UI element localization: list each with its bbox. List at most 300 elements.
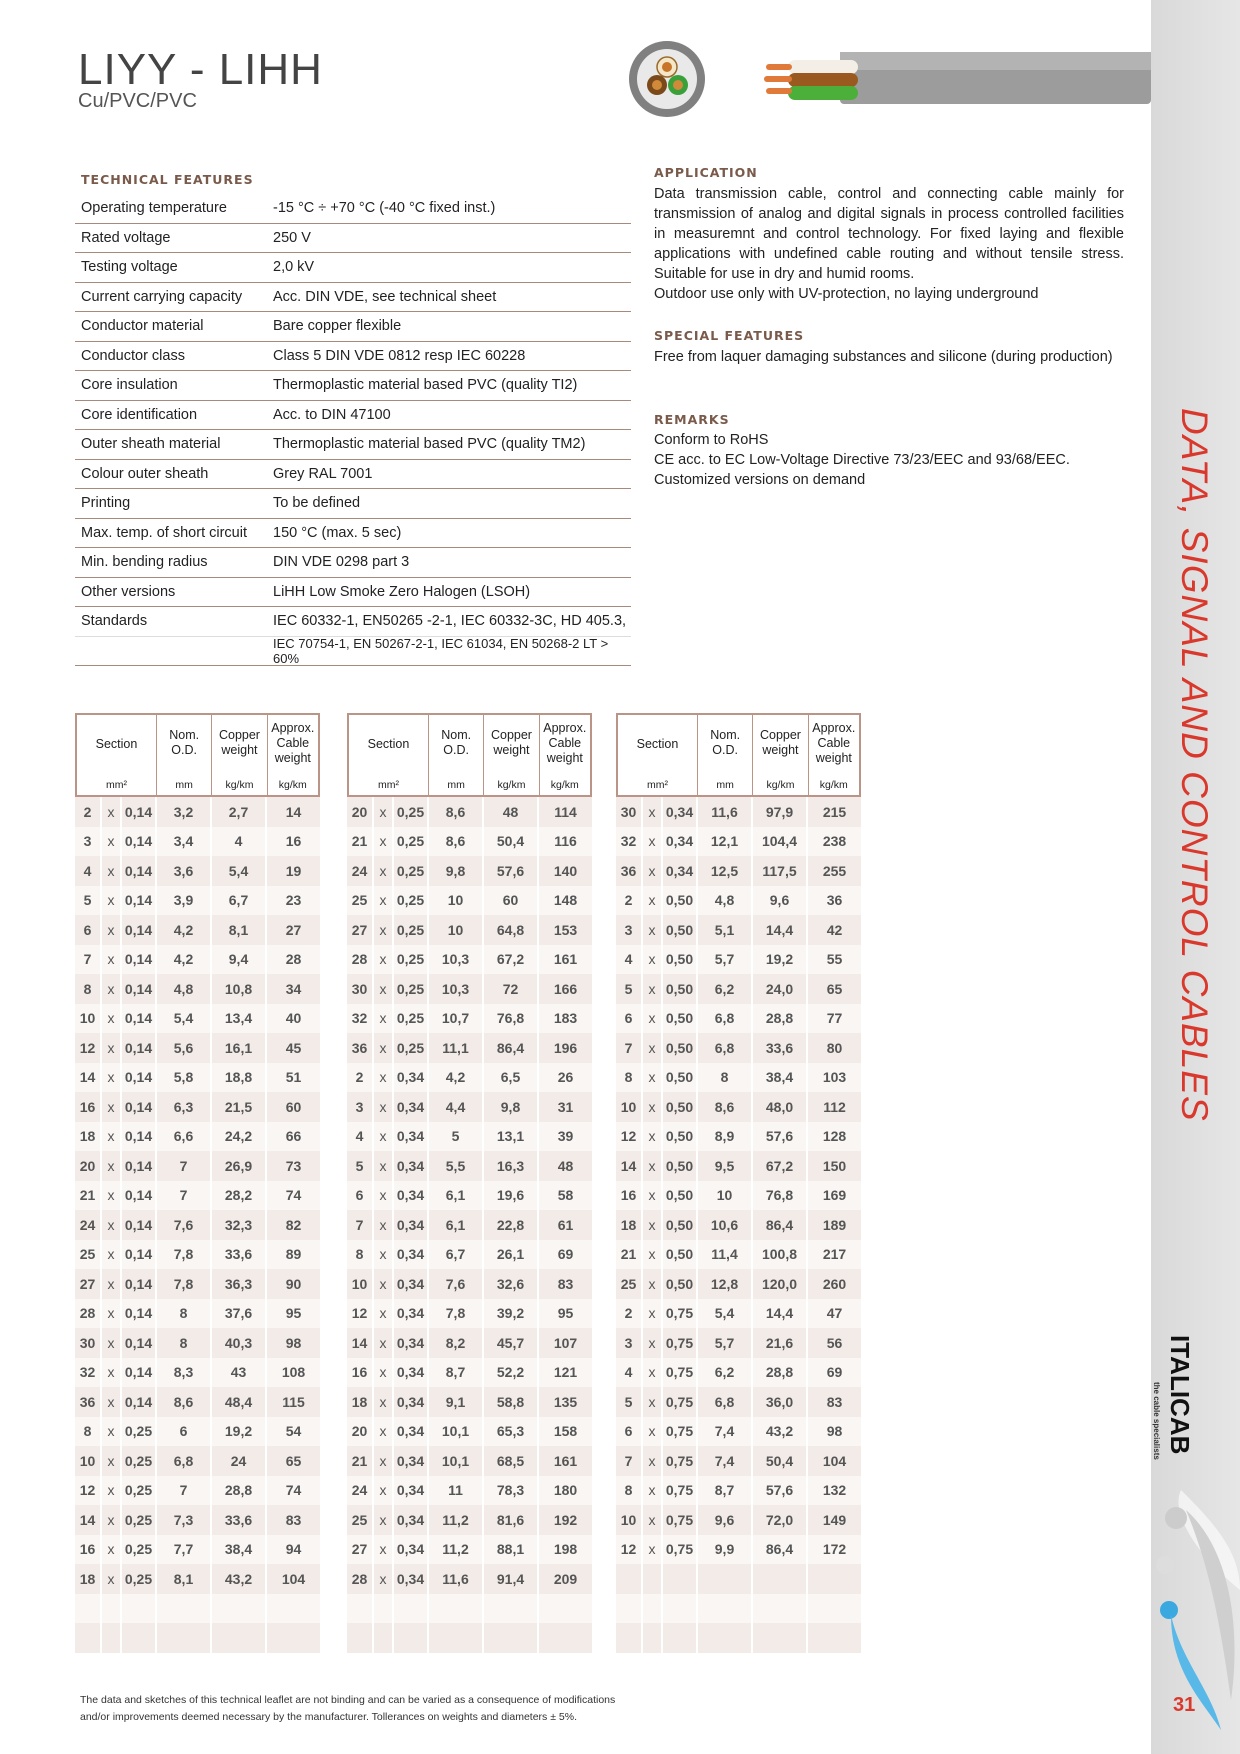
cores-cell: 12 [347,1299,374,1329]
cable-weight-cell: 121 [553,1364,578,1381]
cable-weight-cell: 74 [285,1482,302,1499]
cross-section-cell [122,1623,157,1653]
cable-weight-cell: 135 [553,1393,578,1410]
cores-cell: 4 [75,856,102,886]
copper-weight-cell: 9,6 [753,886,808,916]
cross-section-cell: 0,34 [394,1417,429,1447]
remarks-text [654,430,1124,490]
od-cell: 3,2 [157,797,212,827]
table-row [347,797,592,827]
od-cell: 6 [157,1417,212,1447]
od-cell: 6,8 [698,1033,753,1063]
cores-cell: 8 [75,1417,102,1447]
table-row [75,1358,320,1388]
cable-weight-cell: 89 [285,1246,302,1263]
cores-cell: 25 [75,1240,102,1270]
cable-weight-cell [539,1623,592,1653]
tf-label: Testing voltage [81,259,178,276]
table-row [75,797,320,827]
table-row [75,1240,320,1270]
times-cell: x [374,1387,394,1417]
cable-weight-cell: 16 [285,833,302,850]
od-cell: 11,2 [429,1535,484,1565]
copper-weight-cell: 72,0 [753,1505,808,1535]
copper-weight-cell: 43,2 [753,1417,808,1447]
table-row [616,827,861,857]
od-cell: 9,5 [698,1151,753,1181]
cores-cell: 36 [616,856,643,886]
table-row [75,1387,320,1417]
copper-weight-cell: 88,1 [484,1535,539,1565]
table-body [347,797,592,1653]
table-row [75,1033,320,1063]
cross-section-cell: 0,50 [663,1063,698,1093]
table-row [616,915,861,945]
times-cell: x [374,1446,394,1476]
cable-weight-cell: 83 [557,1275,574,1292]
copper-weight-cell: 67,2 [484,945,539,975]
copper-weight-cell: 24,2 [212,1122,267,1152]
copper-weight-cell: 36,3 [212,1269,267,1299]
cable-weight-cell: 45 [285,1039,302,1056]
copper-weight-cell: 26,9 [212,1151,267,1181]
header-weight: Approx. Cable weight kg/km [271,721,315,791]
cross-section-cell: 0,75 [663,1387,698,1417]
cores-cell: 3 [616,1328,643,1358]
times-cell: x [102,1210,122,1240]
cross-section-cell: 0,50 [663,1004,698,1034]
copper-weight-cell: 48,4 [212,1387,267,1417]
copper-weight-cell: 24,0 [753,974,808,1004]
cores-cell: 18 [75,1564,102,1594]
copper-weight-cell: 76,8 [753,1181,808,1211]
copper-weight-cell: 67,2 [753,1151,808,1181]
decorative-swoosh [1151,1490,1240,1754]
od-cell: 6,1 [429,1210,484,1240]
copper-weight-cell: 45,7 [484,1328,539,1358]
copper-weight-cell: 14,4 [753,915,808,945]
table-row [75,1476,320,1506]
cores-cell: 10 [75,1004,102,1034]
cable-weight-cell: 83 [285,1511,302,1528]
od-cell: 9,1 [429,1387,484,1417]
cross-section-cell: 0,50 [663,1181,698,1211]
cable-weight-cell: 172 [822,1541,847,1558]
tf-value: DIN VDE 0298 part 3 [273,554,410,571]
times-cell: x [374,1358,394,1388]
table-row [347,945,592,975]
od-cell: 5,7 [698,1328,753,1358]
table-row [347,1122,592,1152]
table-row [347,1594,592,1624]
od-cell: 4,2 [157,915,212,945]
copper-weight-cell [753,1594,808,1624]
cable-weight-cell: 98 [285,1334,302,1351]
cores-cell: 12 [75,1476,102,1506]
cable-weight-cell: 104 [281,1570,306,1587]
disclaimer-line: The data and sketches of this technical leaflet are not binding and can be varied as a consequence of modifications [80,1694,616,1706]
od-cell: 11,6 [429,1564,484,1594]
table-row [616,1033,861,1063]
cores-cell: 20 [347,1417,374,1447]
table-row [347,1269,592,1299]
table-row [347,1535,592,1565]
od-cell: 7 [157,1476,212,1506]
od-cell: 9,8 [429,856,484,886]
cross-section-cell: 0,34 [394,1269,429,1299]
cores-cell: 36 [347,1033,374,1063]
cross-section-cell: 0,14 [122,1358,157,1388]
cross-section-cell: 0,14 [122,1387,157,1417]
cable-weight-cell: 158 [553,1423,578,1440]
cross-section-cell: 0,34 [394,1387,429,1417]
cable-weight-cell: 215 [822,803,847,820]
cable-weight-cell: 27 [285,921,302,938]
cross-section-cell: 0,14 [122,856,157,886]
cross-section-cell: 0,34 [394,1299,429,1329]
cable-weight-cell: 82 [285,1216,302,1233]
table-row [616,1358,861,1388]
cross-section-cell: 0,14 [122,945,157,975]
cross-section-cell: 0,34 [663,856,698,886]
cross-section-cell: 0,50 [663,974,698,1004]
times-cell: x [643,1004,663,1034]
copper-weight-cell: 43 [212,1358,267,1388]
header-copper: Copper weight kg/km [753,715,808,795]
table-row [616,1535,861,1565]
table-row [347,1623,592,1653]
cores-cell: 20 [75,1151,102,1181]
table-row [347,974,592,1004]
cores-cell: 7 [75,945,102,975]
cores-cell: 30 [75,1328,102,1358]
od-cell: 4,2 [157,945,212,975]
table-header [616,713,861,797]
od-cell: 4,8 [698,886,753,916]
times-cell: x [374,974,394,1004]
header-copper: Copper weight kg/km [484,715,539,795]
tf-label: Rated voltage [81,229,171,246]
times-cell [374,1623,394,1653]
table-row [75,1269,320,1299]
copper-weight-cell: 6,7 [212,886,267,916]
header-od: Nom. O.D. mm [429,715,484,795]
copper-weight-cell: 10,8 [212,974,267,1004]
times-cell: x [374,1299,394,1329]
cores-cell: 4 [347,1122,374,1152]
cable-weight-cell: 47 [826,1305,843,1322]
cable-weight-cell: 80 [826,1039,843,1056]
od-cell: 5,8 [157,1063,212,1093]
copper-weight-cell: 13,1 [484,1122,539,1152]
od-cell: 4,2 [429,1063,484,1093]
cable-weight-cell: 192 [553,1511,578,1528]
cross-section-cell: 0,14 [122,1004,157,1034]
copper-weight-cell: 14,4 [753,1299,808,1329]
header-od: Nom. O.D. mm [698,715,753,795]
cores-cell: 10 [75,1446,102,1476]
times-cell: x [643,945,663,975]
tf-label: Conductor class [81,347,185,364]
tf-label: Standards [81,613,148,630]
od-cell: 5,1 [698,915,753,945]
od-cell: 8 [698,1063,753,1093]
od-cell: 10,3 [429,945,484,975]
cores-cell: 3 [347,1092,374,1122]
od-cell: 8,6 [429,797,484,827]
cores-cell: 20 [347,797,374,827]
times-cell: x [643,1358,663,1388]
cores-cell: 2 [616,886,643,916]
table-row [75,1063,320,1093]
times-cell: x [643,797,663,827]
table-row [616,974,861,1004]
copper-weight-cell: 43,2 [212,1564,267,1594]
od-cell: 3,9 [157,886,212,916]
cable-weight-cell: 73 [285,1157,302,1174]
od-cell: 8,1 [157,1564,212,1594]
cross-section-cell: 0,50 [663,915,698,945]
cross-section-cell: 0,25 [394,886,429,916]
tf-row [75,283,631,313]
cross-section-cell [394,1623,429,1653]
header-section: Section mm² [618,715,698,795]
cable-weight-cell: 161 [553,951,578,968]
cross-section-cell: 0,25 [394,945,429,975]
cross-section-cell: 0,34 [394,1063,429,1093]
cross-section-cell: 0,34 [394,1240,429,1270]
times-cell: x [374,1328,394,1358]
cores-cell: 24 [347,856,374,886]
cable-weight-cell: 238 [822,833,847,850]
copper-weight-cell: 48,0 [753,1092,808,1122]
tf-label: Operating temperature [81,200,227,217]
cores-cell: 18 [75,1122,102,1152]
cores-cell: 27 [75,1269,102,1299]
cable-weight-cell: 66 [285,1128,302,1145]
copper-weight-cell: 2,7 [212,797,267,827]
times-cell: x [102,886,122,916]
table-row [616,1387,861,1417]
tf-label: Min. bending radius [81,554,208,571]
times-cell: x [102,1122,122,1152]
table-row [347,1004,592,1034]
times-cell: x [374,797,394,827]
cable-weight-cell: 14 [285,803,302,820]
copper-weight-cell: 86,4 [484,1033,539,1063]
od-cell: 7,8 [157,1240,212,1270]
table-row [616,1564,861,1594]
cores-cell: 12 [616,1122,643,1152]
cable-weight-cell: 104 [822,1452,847,1469]
od-cell: 5,4 [157,1004,212,1034]
header-weight: Approx. Cable weight kg/km [812,721,856,791]
copper-weight-cell: 64,8 [484,915,539,945]
cable-weight-cell: 42 [826,921,843,938]
application-note: Outdoor use only with UV-protection, no laying underground [654,286,1039,302]
table-row [616,1092,861,1122]
cable-data-table-2 [347,713,592,1653]
times-cell: x [374,1033,394,1063]
times-cell: x [374,1092,394,1122]
cross-section-cell: 0,34 [394,1122,429,1152]
remarks-heading: REMARKS [654,412,730,427]
times-cell: x [374,1210,394,1240]
cross-section-cell: 0,75 [663,1505,698,1535]
copper-weight-cell: 57,6 [753,1122,808,1152]
tf-value: 250 V [273,229,311,246]
cable-weight-cell: 61 [557,1216,574,1233]
cable-weight-cell [539,1594,592,1624]
copper-weight-cell: 21,6 [753,1328,808,1358]
cross-section-cell: 0,25 [122,1535,157,1565]
table-row [347,1092,592,1122]
times-cell: x [643,1269,663,1299]
cable-weight-cell: 69 [826,1364,843,1381]
times-cell: x [643,1505,663,1535]
tf-row [75,430,631,460]
table-header [347,713,592,797]
cores-cell: 5 [75,886,102,916]
header-section: Section mm² [349,715,429,795]
copper-weight-cell: 33,6 [753,1033,808,1063]
od-cell: 6,7 [429,1240,484,1270]
application-heading: APPLICATION [654,165,758,180]
times-cell: x [102,974,122,1004]
times-cell: x [374,1476,394,1506]
cores-cell: 18 [616,1210,643,1240]
cable-weight-cell: 58 [557,1187,574,1204]
od-cell: 12,5 [698,856,753,886]
cable-weight-cell: 149 [822,1511,847,1528]
tf-row [75,519,631,549]
cross-section-cell: 0,50 [663,886,698,916]
times-cell: x [643,1033,663,1063]
od-cell [157,1594,212,1624]
header-copper: Copper weight kg/km [212,715,267,795]
cross-section-cell [663,1594,698,1624]
table-row [616,1328,861,1358]
table-row [616,1594,861,1624]
times-cell: x [643,1387,663,1417]
cable-side-view-image [760,50,1151,110]
cable-weight-cell: 209 [553,1570,578,1587]
table-row [75,1446,320,1476]
table-row [347,827,592,857]
cable-weight-cell: 23 [285,892,302,909]
tf-value: Thermoplastic material based PVC (quality TI2) [273,377,578,394]
tf-label: Core insulation [81,377,178,394]
cable-weight-cell: 128 [822,1128,847,1145]
cross-section-cell: 0,14 [122,1328,157,1358]
od-cell: 7,8 [429,1299,484,1329]
tf-value: 2,0 kV [273,259,315,276]
disclaimer-line: and/or improvements deemed necessary by the manufacturer. Tollerances on weights and diameters ± 5%. [80,1711,577,1723]
table-row [616,797,861,827]
table-row [616,1446,861,1476]
times-cell: x [374,1269,394,1299]
cross-section-cell: 0,25 [394,827,429,857]
cores-cell: 4 [616,1358,643,1388]
table-row [347,1240,592,1270]
cores-cell: 7 [616,1446,643,1476]
copper-weight-cell: 28,8 [753,1358,808,1388]
table-row [75,1564,320,1594]
cross-section-cell: 0,25 [394,797,429,827]
tf-label: Colour outer sheath [81,465,209,482]
copper-weight-cell: 78,3 [484,1476,539,1506]
table-row [616,1122,861,1152]
tf-value: Bare copper flexible [273,318,402,335]
table-row [616,1151,861,1181]
copper-weight-cell [753,1564,808,1594]
cross-section-cell: 0,14 [122,1181,157,1211]
copper-weight-cell: 58,8 [484,1387,539,1417]
table-row [347,1358,592,1388]
cross-section-cell: 0,14 [122,1033,157,1063]
cross-section-cell: 0,50 [663,945,698,975]
times-cell: x [643,974,663,1004]
od-cell [698,1564,753,1594]
cores-cell: 2 [75,797,102,827]
tf-label: Other versions [81,583,176,600]
times-cell: x [102,856,122,886]
tf-value: LiHH Low Smoke Zero Halogen (LSOH) [273,583,531,600]
table-row [616,1269,861,1299]
table-row [347,1446,592,1476]
disclaimer-footer [80,1692,615,1726]
cross-section-cell: 0,34 [663,797,698,827]
copper-weight-cell: 33,6 [212,1505,267,1535]
copper-weight-cell: 68,5 [484,1446,539,1476]
table-row [75,1417,320,1447]
cable-weight-cell: 39 [557,1128,574,1145]
od-cell: 10,6 [698,1210,753,1240]
table-row [75,1210,320,1240]
cable-weight-cell: 69 [557,1246,574,1263]
cross-section-cell: 0,25 [394,1033,429,1063]
times-cell: x [102,1033,122,1063]
copper-weight-cell: 28,8 [753,1004,808,1034]
copper-weight-cell: 48 [484,797,539,827]
page-number: 31 [1173,1694,1196,1716]
remarks-line: CE acc. to EC Low-Voltage Directive 73/23/EEC and 93/68/EEC. [654,452,1070,468]
od-cell: 7 [157,1151,212,1181]
cross-section-cell: 0,25 [394,856,429,886]
table-row [616,1181,861,1211]
application-text [654,184,1124,304]
cable-weight-cell [808,1623,861,1653]
times-cell: x [102,1564,122,1594]
tf-value: Thermoplastic material based PVC (quality TM2) [273,436,586,453]
table-row [347,1299,592,1329]
times-cell: x [102,915,122,945]
cores-cell: 16 [75,1092,102,1122]
table-row [347,1181,592,1211]
cross-section-cell: 0,25 [394,974,429,1004]
cable-weight-cell: 150 [822,1157,847,1174]
cross-section-cell: 0,34 [394,1535,429,1565]
times-cell: x [102,1358,122,1388]
cores-cell [347,1594,374,1624]
cores-cell: 32 [75,1358,102,1388]
cable-weight-cell: 132 [822,1482,847,1499]
tf-label: Max. temp. of short circuit [81,524,247,541]
cross-section-cell [663,1623,698,1653]
cross-section-cell: 0,75 [663,1476,698,1506]
technical-features-heading: TECHNICAL FEATURES [81,172,254,187]
times-cell: x [643,915,663,945]
